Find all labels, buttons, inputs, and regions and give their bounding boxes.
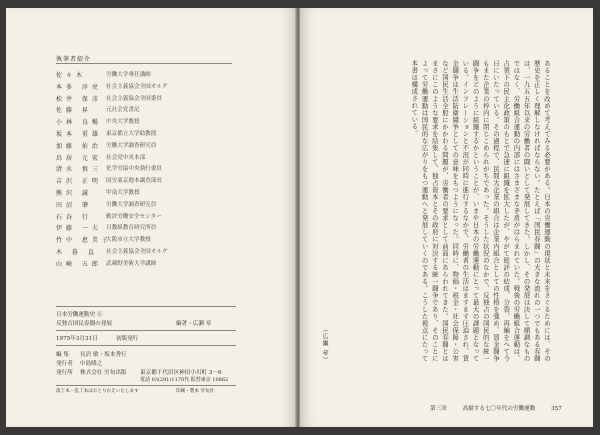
- contributor-name: 山崎 五郎: [56, 260, 102, 268]
- contributors-list: [56, 70, 246, 271]
- contributor-name: 佐藤 昇: [56, 107, 92, 115]
- contributor-name: 松井 保彦: [56, 95, 102, 103]
- contributor-name: 木 暮 直: [56, 248, 98, 256]
- edition: 初版発行: [116, 336, 139, 342]
- contributor-name: 小林 良暢: [56, 119, 102, 127]
- contributor-name: 本多 淳亮: [56, 83, 102, 91]
- book-title: 反独占国民春闘の発展: [56, 321, 112, 327]
- colophon-rule-3: [56, 345, 236, 346]
- contributor-row: [56, 117, 246, 129]
- contributor-affiliation: 勤評労働安全センター: [106, 213, 162, 220]
- contributor-name: 石谷 行: [56, 213, 92, 221]
- contributor-name: 伊藤 一夫: [56, 225, 102, 233]
- contributor-name: 吉沢 正明: [56, 178, 102, 186]
- colophon-top-rule: [56, 306, 236, 307]
- contributor-row: [56, 212, 246, 224]
- series-title: 日本労働運動史 ⑥: [56, 312, 103, 318]
- editorial-label: 編 集: [56, 352, 69, 358]
- contributor-row: [56, 164, 246, 176]
- contributor-row: [56, 223, 246, 235]
- contributor-row: [56, 247, 246, 259]
- contributor-row: [56, 259, 246, 271]
- contributor-row: [56, 188, 246, 200]
- office-phone: 電話 03(291)1170代 振替東京 10862: [140, 377, 229, 383]
- contributor-affiliation: 東京都立大学助教授: [106, 130, 157, 137]
- misc-right: 印刷・製本 労旬社: [176, 389, 215, 394]
- contributor-affiliation: 武蔵野美術大学講師: [106, 260, 157, 267]
- footer-chapter: 第三章: [430, 406, 447, 412]
- contributor-name: 加藤 佑治: [56, 142, 102, 150]
- contributor-row: [56, 70, 246, 82]
- contributor-name: 鳥居 元宏: [56, 154, 102, 162]
- left-page: [6, 8, 296, 427]
- contributor-affiliation: 社会主義協会全国オルグ: [106, 248, 168, 255]
- contributor-affiliation: 労働大学調査研究員: [106, 142, 157, 149]
- contributor-affiliation: 大阪市立大学教授: [106, 237, 151, 244]
- editor: 編著・広瀬 章: [176, 321, 212, 327]
- contributor-row: [56, 82, 246, 94]
- office-address: 東京都千代田区神田小川町 3－6: [140, 370, 222, 376]
- contributor-row: [56, 153, 246, 165]
- contributor-affiliation: 中央大学教授: [106, 119, 140, 126]
- contributor-affiliation: 社会党中央本部: [106, 154, 146, 161]
- contributor-row: [56, 129, 246, 141]
- contributor-name: 坂本 重雄: [56, 130, 102, 138]
- misc-left: 落丁本・乱丁本はおとりかえいたします: [56, 389, 139, 394]
- contributor-name: 佐々木: [56, 72, 87, 79]
- editorial-staff: 長沢 敏・坂本秀行: [80, 352, 127, 358]
- contributor-affiliation: 労働大学調査研究員: [106, 201, 157, 208]
- running-footer: [430, 404, 576, 412]
- publication-date: 1975年3月31日: [56, 336, 98, 342]
- right-page: [300, 8, 593, 427]
- publisher-name: 中島隆之: [80, 361, 103, 367]
- contributor-affiliation: 化学労協中央執行委員: [106, 166, 162, 173]
- contributor-row: [56, 105, 246, 117]
- author-note: （広瀬 章）: [321, 326, 328, 364]
- office-label: 発行所: [56, 370, 73, 376]
- contributor-affiliation: 社会主義協会全国委員: [106, 95, 162, 102]
- contributors-rule: [56, 63, 232, 64]
- contributor-row: [56, 176, 246, 188]
- contributor-row: [56, 235, 246, 247]
- contributor-affiliation: 日教組教育研究所員: [106, 225, 157, 232]
- colophon-bottom-rule: [56, 385, 236, 386]
- footer-title: 高揚する七〇年代の労働運動: [462, 406, 536, 412]
- contributor-row: [56, 141, 246, 153]
- contributor-name: 竹中 恵美子: [56, 237, 112, 245]
- contributor-affiliation: 国労東京地本調査部長: [106, 178, 162, 185]
- contributor-name: 田沼 肇: [56, 201, 92, 209]
- page-number: 357: [551, 406, 562, 412]
- contributor-row: [56, 94, 246, 106]
- colophon-rule-2: [56, 330, 236, 331]
- body-text: あることを改めて考えてみる必要がある。日本の労働運動の現状と未来をさぐるためには、その歴史を正しく理解しなければならない。たとえば「国民春闘」の大きな流れの一つでもある春闘は、一九五五年以来の労働者の闘いとして発展してきた。しかし、その発展は決して順調なものではなく、労働組合運動の内部にはさまざまな矛盾がはらまれていた。戦後の労働組合運動は、占領下の民主化政策のもとで急速に組織を拡大したが、やがて総評の結成、分裂、再編をへて今日にいたっている。その過程で、民間大企業の組合は企業内組合としての性格を強め、賃金闘争もまた企業の枠内に閉じこめられがちであった。そうした状況のなかで、反独占の国民的な統一闘争をどのように組織するかということが、いまや日本の労働運動にとって最大の課題となっている。インフレーションと不況が同時に進行するなかで、労働者の生活はますます圧迫され、賃金闘争は生活防衛闘争としての意味をもつようになった。同時に、物価・税金・社会保障・公害など国民生活全般にかかわる問題が、労働者の要求として前面にあらわれてきた。国民春闘とはまさにこのような要求を結集して、独占資本とその政府に対決する統一闘争であり、そのことによって労働運動は国民的な広がりをもつ運動へと発展していくのである。こうした視点にたって本書は構成されている。: [410, 60, 551, 362]
- office-name: 株式会社 労旬出版: [80, 370, 127, 376]
- contributor-affiliation: 甲南大学教授: [106, 189, 140, 196]
- contributors-heading: 執筆者紹介: [56, 56, 92, 63]
- contributor-name: 熊沢 誠: [56, 189, 92, 197]
- contributor-affiliation: 元社会党書記: [106, 107, 140, 114]
- contributor-affiliation: 労働大学專任講師: [106, 72, 151, 78]
- contributor-name: 清水 慎三: [56, 166, 102, 174]
- publisher-label: 発行者: [56, 361, 73, 367]
- contributor-row: [56, 200, 246, 212]
- contributor-affiliation: 社会主義協会全国オルグ: [106, 83, 168, 90]
